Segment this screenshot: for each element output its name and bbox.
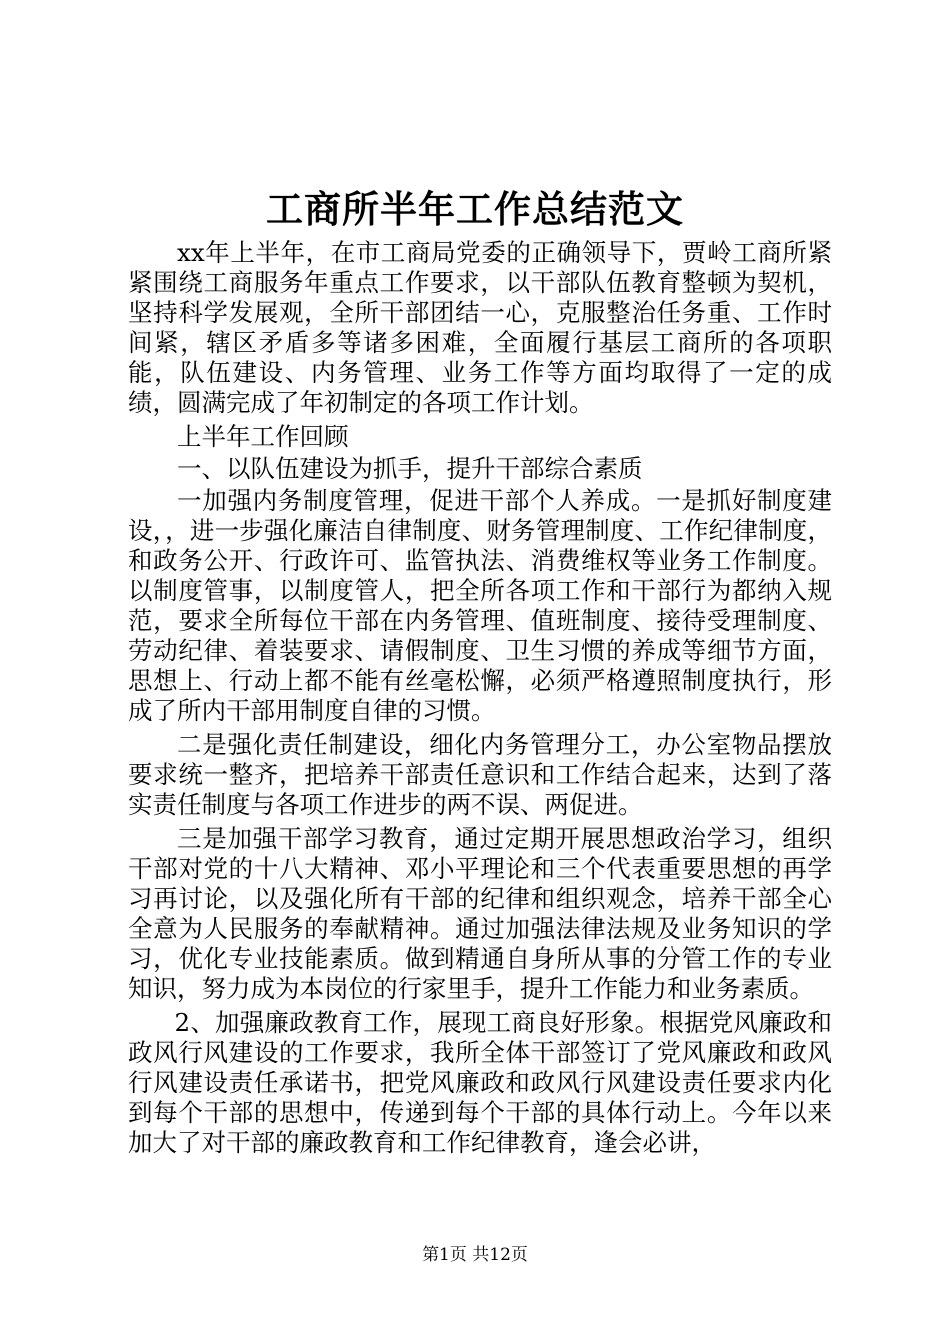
paragraph-integrity-education: 2、加强廉政教育工作，展现工商良好形象。根据党风廉政和政风行风建设的工作要求，我所全体干部签订了党风廉政和政风行风建设责任承诺书，把党风廉政和政风行风建设责任要求内化到每个干部的思想中，传递到每个干部的具体行动上。今年以来加大了对干部的廉政教育和工作纪律教育，逢会必讲，	[128, 1008, 832, 1157]
paragraph-study-education: 三是加强干部学习教育，通过定期开展思想政治学习，组织干部对党的十八大精神、邓小平理论和三个代表重要思想的再学习再讨论，以及强化所有干部的纪律和组织观念，培养干部全心全意为人民服务的奉献精神。通过加强法律法规及业务知识的学习，优化专业技能素质。做到精通自身所从事的分管工作的专业知识，努力成为本岗位的行家里手，提升工作能力和业务素质。	[128, 824, 832, 1003]
document-title: 工商所半年工作总结范文	[266, 187, 684, 231]
paragraph-responsibility: 二是强化责任制建设，细化内务管理分工，办公室物品摆放要求统一整齐，把培养干部责任意识和工作结合起来，达到了落实责任制度与各项工作进步的两不误、两促进。	[128, 730, 832, 819]
page-number-footer: 第1页 共12页	[422, 1245, 528, 1265]
paragraph-internal-management: 一加强内务制度管理，促进干部个人养成。一是抓好制度建设，，进一步强化廉洁自律制度、财务管理制度、工作纪律制度，和政务公开、行政许可、监管执法、消费维权等业务工作制度。以制度管事，以制度管人，把全所各项工作和干部行为都纳入规范，要求全所每位干部在内务管理、值班制度、接待受理制度、劳动纪律、着装要求、请假制度、卫生习惯的养成等细节方面，思想上、行动上都不能有丝毫松懈，必须严格遵照制度执行，形成了所内干部用制度自律的习惯。	[128, 486, 832, 725]
section-heading-team-building: 一、以队伍建设为抓手，提升干部综合素质	[177, 454, 643, 483]
document-body	[128, 238, 832, 1162]
section-heading-review: 上半年工作回顾	[177, 422, 349, 451]
paragraph-intro: xx年上半年，在市工商局党委的正确领导下，贾岭工商所紧紧围绕工商服务年重点工作要求，以干部队伍教育整顿为契机，坚持科学发展观，全所干部团结一心，克服整治任务重、工作时间紧，辖区矛盾多等诸多困难，全面履行基层工商所的各项职能，队伍建设、内务管理、业务工作等方面均取得了一定的成绩，圆满完成了年初制定的各项工作计划。	[128, 238, 832, 417]
